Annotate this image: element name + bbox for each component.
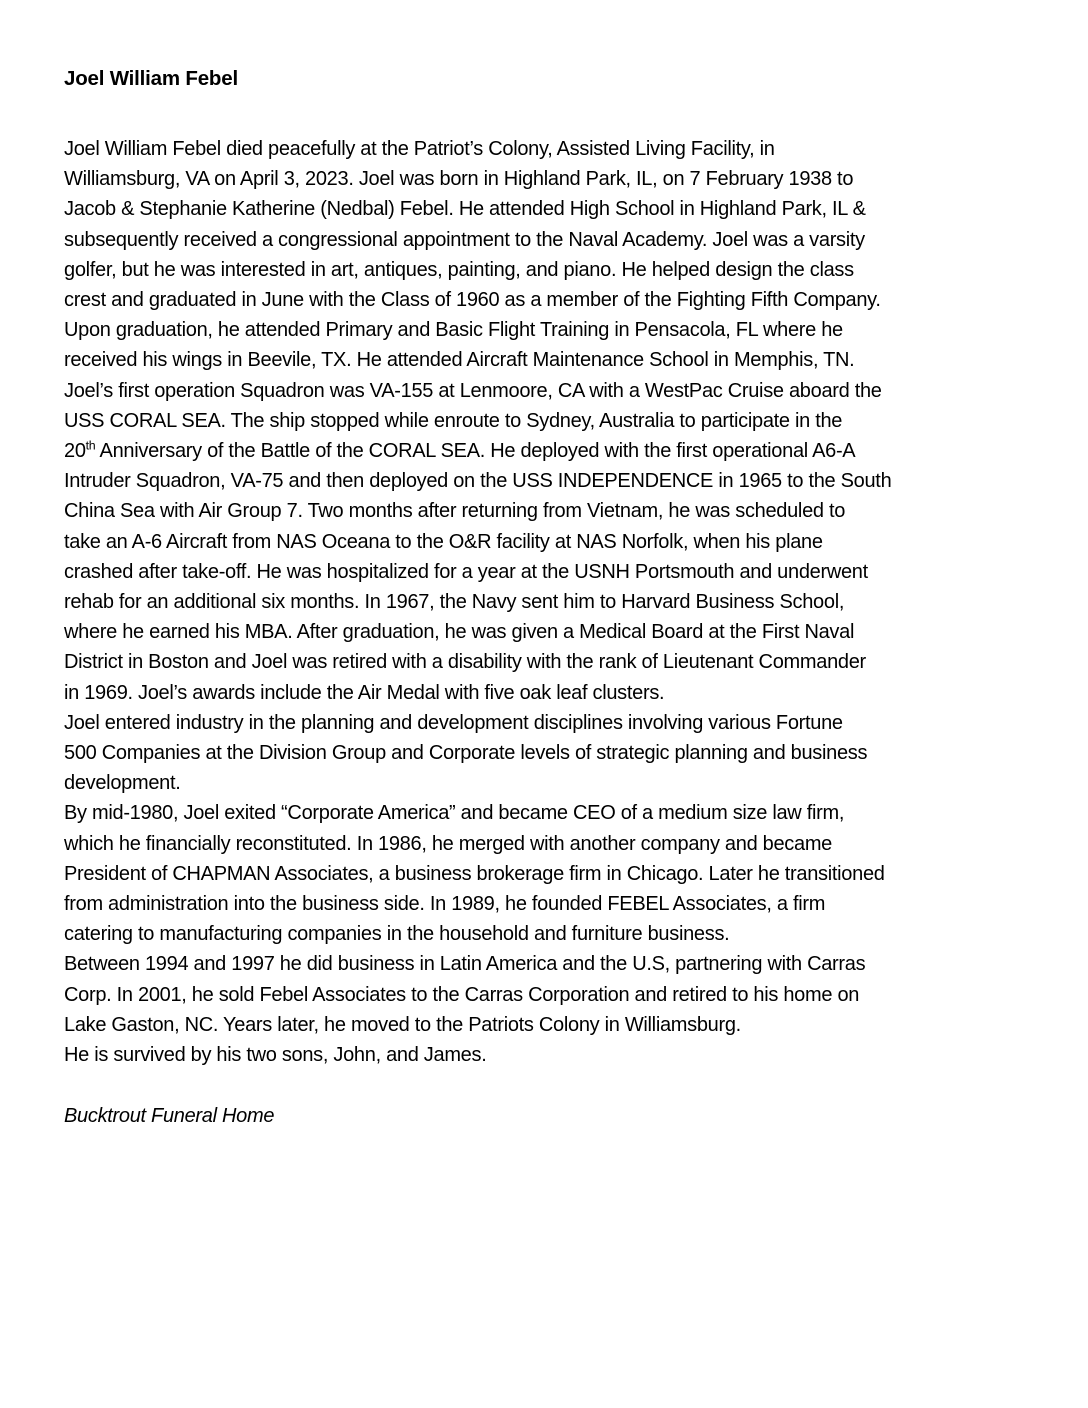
body-line: received his wings in Beevile, TX. He attended Aircraft Maintenance School in Memphis, TN. [64, 349, 855, 372]
body-line: By mid-1980, Joel exited “Corporate America” and became CEO of a medium size law firm, [64, 802, 845, 825]
body-line: crashed after take-off. He was hospitalized for a year at the USNH Portsmouth and underwent [64, 560, 868, 583]
body-line: crest and graduated in June with the Class of 1960 as a member of the Fighting Fifth Company. [64, 289, 881, 312]
body-line: take an A-6 Aircraft from NAS Oceana to the O&R facility at NAS Norfolk, when his plane [64, 530, 823, 553]
body-line: Jacob & Stephanie Katherine (Nedbal) Febel. He attended High School in Highland Park, IL & [64, 198, 866, 221]
body-line: which he financially reconstituted. In 1986, he merged with another company and became [64, 832, 833, 855]
body-line: Intruder Squadron, VA-75 and then deployed on the USS INDEPENDENCE in 1965 to the South [64, 470, 892, 493]
body-line: in 1969. Joel’s awards include the Air Medal with five oak leaf clusters. [64, 681, 665, 704]
body-line: Joel entered industry in the planning and development disciplines involving various Fortune [64, 711, 843, 734]
body-line: development. [64, 772, 181, 795]
body-line: from administration into the business side. In 1989, he founded FEBEL Associates, a firm [64, 893, 826, 916]
body-line: subsequently received a congressional appointment to the Naval Academy. Joel was a varsity [64, 228, 865, 251]
body-line: USS CORAL SEA. The ship stopped while enroute to Sydney, Australia to participate in the [64, 409, 843, 432]
body-line: District in Boston and Joel was retired with a disability with the rank of Lieutenant Commander [64, 651, 866, 674]
body-line: golfer, but he was interested in art, antiques, painting, and piano. He helped design the class [64, 258, 854, 281]
body-line: 20th Anniversary of the Battle of the CORAL SEA. He deployed with the first operational A6-A [64, 438, 856, 463]
body-line: Joel’s first operation Squadron was VA-155 at Lenmoore, CA with a WestPac Cruise aboard the [64, 379, 882, 402]
document-title: Joel William Febel [64, 67, 238, 90]
funeral-home-line: Bucktrout Funeral Home [64, 1105, 275, 1128]
obituary-body [64, 134, 1024, 1070]
body-line: Williamsburg, VA on April 3, 2023. Joel was born in Highland Park, IL, on 7 February 1938 to [64, 168, 854, 191]
body-line: Lake Gaston, NC. Years later, he moved to the Patriots Colony in Williamsburg. [64, 1013, 741, 1036]
body-line: President of CHAPMAN Associates, a business brokerage firm in Chicago. Later he transitioned [64, 862, 885, 885]
body-line: He is survived by his two sons, John, and James. [64, 1044, 487, 1067]
body-line: rehab for an additional six months. In 1967, the Navy sent him to Harvard Business School, [64, 591, 845, 614]
body-line: Upon graduation, he attended Primary and Basic Flight Training in Pensacola, FL where he [64, 319, 843, 342]
body-line: 500 Companies at the Division Group and Corporate levels of strategic planning and business [64, 742, 868, 765]
body-line: catering to manufacturing companies in the household and furniture business. [64, 923, 730, 946]
body-line: China Sea with Air Group 7. Two months after returning from Vietnam, he was scheduled to [64, 500, 846, 523]
document-content [64, 64, 1024, 1131]
body-line: Joel William Febel died peacefully at the Patriot’s Colony, Assisted Living Facility, in [64, 138, 775, 160]
body-line: Corp. In 2001, he sold Febel Associates to the Carras Corporation and retired to his home on [64, 983, 860, 1006]
body-line: Between 1994 and 1997 he did business in Latin America and the U.S, partnering with Carras [64, 953, 866, 976]
body-line: where he earned his MBA. After graduation, he was given a Medical Board at the First Naval [64, 621, 855, 644]
